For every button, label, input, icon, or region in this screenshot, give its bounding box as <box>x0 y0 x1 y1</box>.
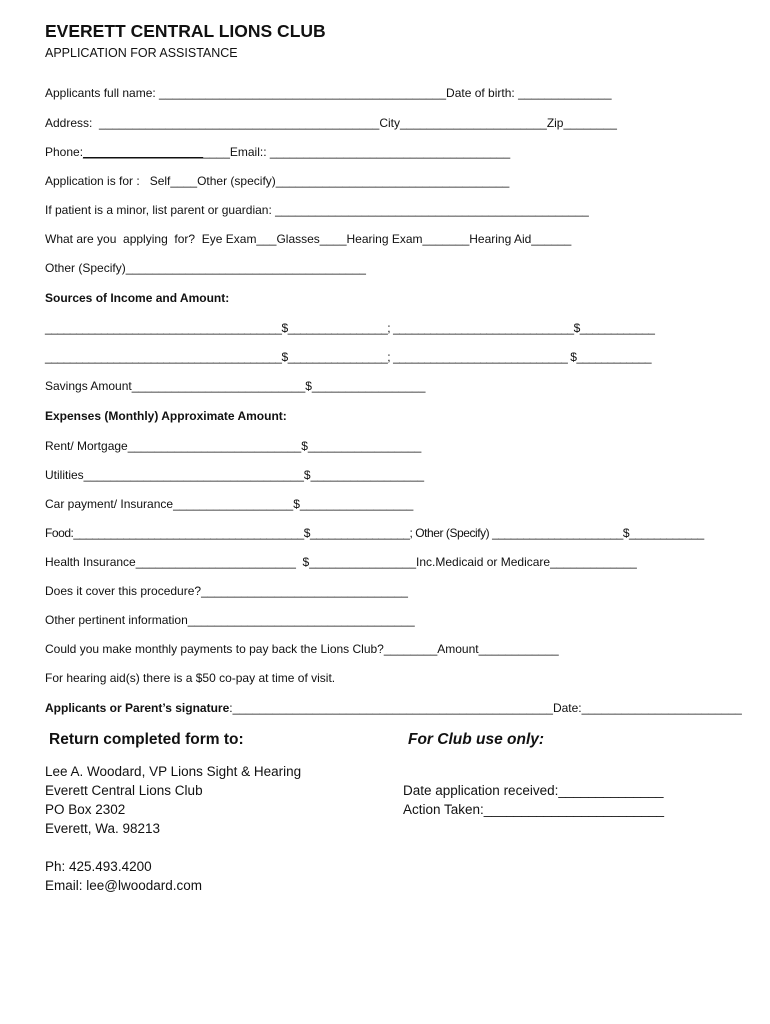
return-heading: Return completed form to: <box>49 731 244 748</box>
other-specify-field[interactable]: Other (Specify)____________________________________ <box>45 261 366 275</box>
signature-label: Applicants or Parent’s signature <box>45 701 230 715</box>
monthly-payments-field[interactable]: Could you make monthly payments to pay back the Lions Club?________Amount____________ <box>45 642 559 656</box>
phone-blank[interactable]: __________________ <box>83 145 204 159</box>
phone-email-field[interactable] <box>45 145 510 160</box>
address-field[interactable]: Address: __________________________________________City______________________Zip________ <box>45 116 617 130</box>
signature-blank[interactable]: :________________________________________________Date:________________________ <box>229 701 742 715</box>
application-for-field[interactable]: Application is for : Self____Other (specify)___________________________________ <box>45 174 510 188</box>
car-payment-field[interactable]: Car payment/ Insurance__________________$_________________ <box>45 497 414 511</box>
email-field[interactable]: ____Email:: ____________________________________ <box>203 145 511 159</box>
club-use-heading: For Club use only: <box>408 731 545 748</box>
address-line: Lee A. Woodard, VP Lions Sight & Hearing <box>45 764 302 779</box>
food-field[interactable]: Food:_____________________________________$________________; Other (Specify) _____________________$____________ <box>45 526 704 540</box>
expenses-heading: Expenses (Monthly) Approximate Amount: <box>45 409 287 423</box>
utilities-field[interactable]: Utilities_________________________________$_________________ <box>45 468 425 482</box>
address-line: Everett, Wa. 98213 <box>45 821 161 836</box>
action-taken-field[interactable]: Action Taken:________________________ <box>403 802 664 817</box>
contact-phone: Ph: 425.493.4200 <box>45 859 152 874</box>
pertinent-info-field[interactable]: Other pertinent information__________________________________ <box>45 613 415 627</box>
savings-field[interactable]: Savings Amount__________________________$_________________ <box>45 379 426 393</box>
income-heading: Sources of Income and Amount: <box>45 291 230 305</box>
phone-label: Phone: <box>45 145 84 159</box>
address-line: PO Box 2302 <box>45 802 126 817</box>
hearing-aid-note: For hearing aid(s) there is a $50 co-pay at time of visit. <box>45 671 336 685</box>
income-row-1[interactable]: ______________________________________$________________; _____________________________$____________ <box>45 321 655 335</box>
applicant-name-field[interactable]: Applicants full name: ___________________________________________Date of birth: ______________ <box>45 86 612 100</box>
rent-field[interactable]: Rent/ Mortgage__________________________$_________________ <box>45 439 422 453</box>
guardian-field[interactable]: If patient is a minor, list parent or guardian: _______________________________________________ <box>45 203 589 217</box>
health-insurance-field[interactable]: Health Insurance________________________ $________________Inc.Medicaid or Medicare_____________ <box>45 555 637 569</box>
coverage-field[interactable]: Does it cover this procedure?_______________________________ <box>45 584 408 598</box>
page-subtitle: APPLICATION FOR ASSISTANCE <box>45 46 238 60</box>
income-row-2[interactable]: ______________________________________$________________; ____________________________ $____________ <box>45 350 652 364</box>
page-title: EVERETT CENTRAL LIONS CLUB <box>45 21 326 41</box>
date-received-field[interactable]: Date application received:______________ <box>403 783 664 798</box>
return-address <box>45 762 301 838</box>
address-line: Everett Central Lions Club <box>45 783 203 798</box>
signature-field[interactable] <box>45 701 742 716</box>
applying-for-field[interactable]: What are you applying for? Eye Exam___Glasses____Hearing Exam_______Hearing Aid______ <box>45 232 572 246</box>
contact-email[interactable]: Email: lee@lwoodard.com <box>45 878 203 893</box>
